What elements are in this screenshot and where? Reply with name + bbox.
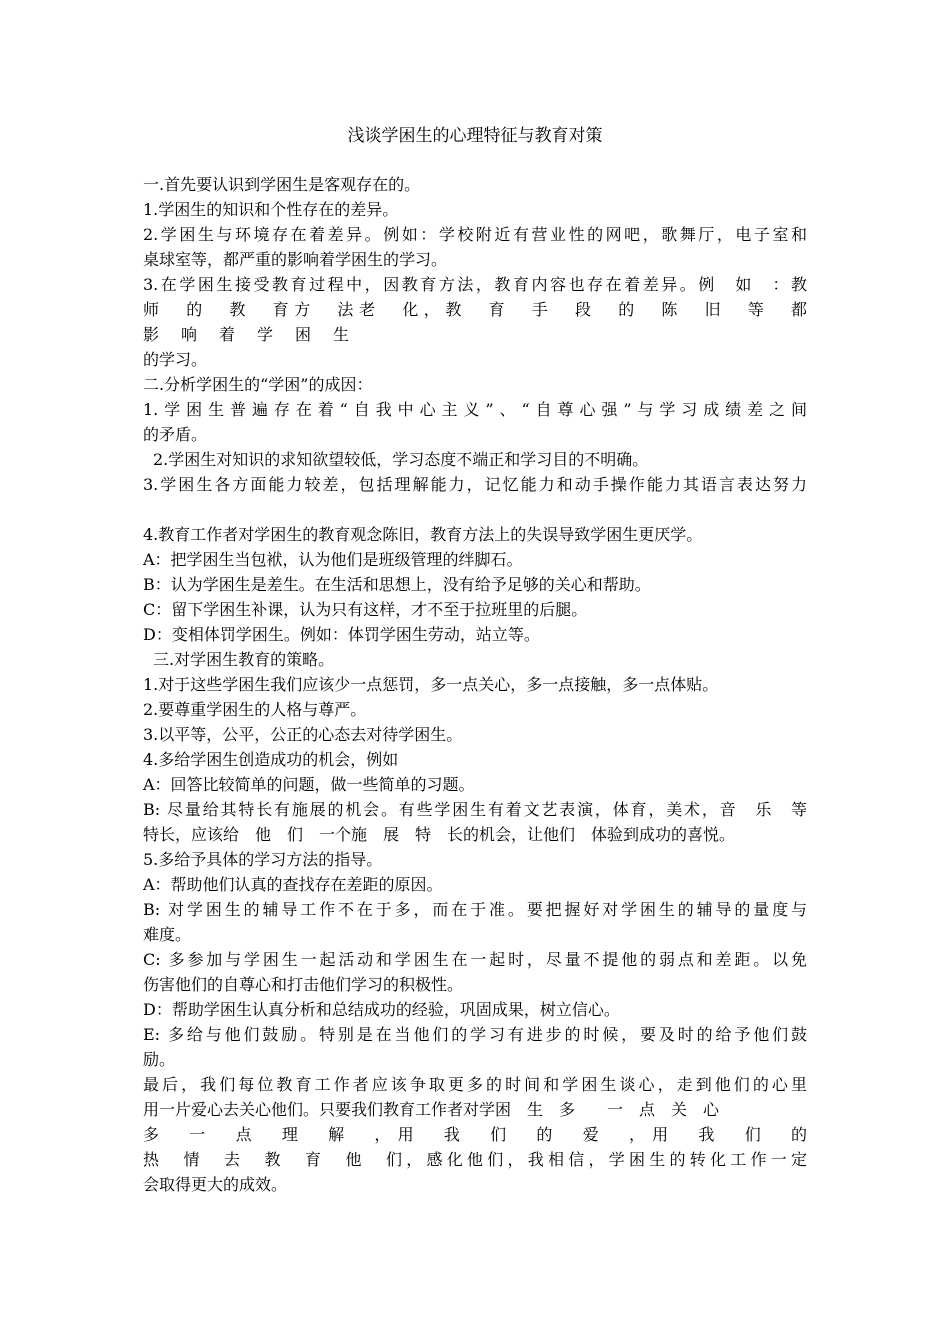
paragraph-line: 伤害他们的自尊心和打击他们学习的积极性。 — [143, 975, 464, 994]
paragraph-line: 会取得更大的成效。 — [143, 1175, 288, 1194]
paragraph-line: 的学习。 — [143, 350, 208, 369]
paragraph-line: 影 响 着 学 困 生 — [143, 325, 353, 344]
paragraph-line: 热 情 去 教 育 他 们，感化他们，我相信，学困生的转化工作一定 — [143, 1150, 807, 1169]
paragraph-line: B: 对学困生的辅导工作不在于多，而在于准。要把握好对学困生的辅导的量度与 — [143, 900, 807, 919]
paragraph-line: 桌球室等，都严重的影响着学困生的学习。 — [143, 250, 448, 269]
paragraph-line: A：帮助他们认真的查找存在差距的原因。 — [143, 875, 443, 894]
paragraph-line: 3.在学困生接受教育过程中，因教育方法，教育内容也存在着差异。例 如 ：教 — [143, 275, 807, 294]
section-heading: 三.对学困生教育的策略。 — [153, 650, 335, 669]
paragraph-line: 难度。 — [143, 925, 192, 944]
blank-line — [143, 497, 807, 522]
document-body — [143, 172, 807, 1197]
section-heading: 二.分析学困生的“学困”的成因： — [143, 375, 373, 394]
paragraph-line: 2.学困生对知识的求知欲望较低，学习态度不端正和学习目的不明确。 — [153, 450, 649, 469]
paragraph-line: 1.对于这些学困生我们应该少一点惩罚，多一点关心，多一点接触，多一点体贴。 — [143, 675, 719, 694]
paragraph-line: D：变相体罚学困生。例如：体罚学困生劳动，站立等。 — [143, 625, 540, 644]
section-heading: 一.首先要认识到学困生是客观存在的。 — [143, 175, 421, 194]
paragraph-line: 5.多给予具体的学习方法的指导。 — [143, 850, 383, 869]
paragraph-line: 最后，我们每位教育工作者应该争取更多的时间和学困生谈心，走到他们的心里 — [143, 1075, 807, 1094]
paragraph-line: E: 多给与他们鼓励。特别是在当他们的学习有进步的时候，要及时的给予他们鼓 — [143, 1025, 807, 1044]
paragraph-line: B: 尽量给其特长有施展的机会。有些学困生有着文艺表演，体育，美术，音 乐 等 — [143, 800, 807, 819]
paragraph-line: 3.学困生各方面能力较差，包括理解能力，记忆能力和动手操作能力其语言表达努力 — [143, 475, 807, 494]
paragraph-line: 多 一 点 理 解 ，用 我 们 的 爱 ，用 我 们 的 — [143, 1125, 807, 1144]
paragraph-line: A：回答比较简单的问题，做一些简单的习题。 — [143, 775, 475, 794]
paragraph-line: D：帮助学困生认真分析和总结成功的经验，巩固成果，树立信心。 — [143, 1000, 620, 1019]
paragraph-line: 励。 — [143, 1050, 176, 1069]
paragraph-line: 2.学困生与环境存在着差异。例如：学校附近有营业性的网吧，歌舞厅，电子室和 — [143, 225, 807, 244]
paragraph-line: 3.以平等，公平，公正的心态去对待学困生。 — [143, 725, 463, 744]
document-title: 浅谈学困生的心理特征与教育对策 — [347, 126, 603, 146]
paragraph-line: 1.学困生普遍存在着“自我中心主义”、“自尊心强”与学习成绩差之间 — [143, 400, 807, 419]
paragraph-line: 2.要尊重学困生的人格与尊严。 — [143, 700, 367, 719]
paragraph-line: C: 多参加与学困生一起活动和学困生在一起时，尽量不提他的弱点和差距。以免 — [143, 950, 807, 969]
paragraph-line: 用一片爱心去关心他们。只要我们教育工作者对学困 生 多 一 点 关 心 — [143, 1100, 720, 1119]
paragraph-line: 特长，应该给 他 们 一个施 展 特 长的机会，让他们 体验到成功的喜悦。 — [143, 825, 736, 844]
paragraph-line: 4.多给学困生创造成功的机会，例如 — [143, 750, 399, 769]
paragraph-line: C：留下学困生补课，认为只有这样，才不至于拉班里的后腿。 — [143, 600, 588, 619]
paragraph-line: 1.学困生的知识和个性存在的差异。 — [143, 200, 399, 219]
paragraph-line: A：把学困生当包袱，认为他们是班级管理的绊脚石。 — [143, 550, 523, 569]
paragraph-line: B：认为学困生是差生。在生活和思想上，没有给予足够的关心和帮助。 — [143, 575, 651, 594]
paragraph-line: 的矛盾。 — [143, 425, 208, 444]
paragraph-line: 师 的 教 育方 法老 化，教 育 手 段 的 陈 旧 等 都 — [143, 300, 807, 319]
paragraph-line: 4.教育工作者对学困生的教育观念陈旧，教育方法上的失误导致学困生更厌学。 — [143, 525, 703, 544]
